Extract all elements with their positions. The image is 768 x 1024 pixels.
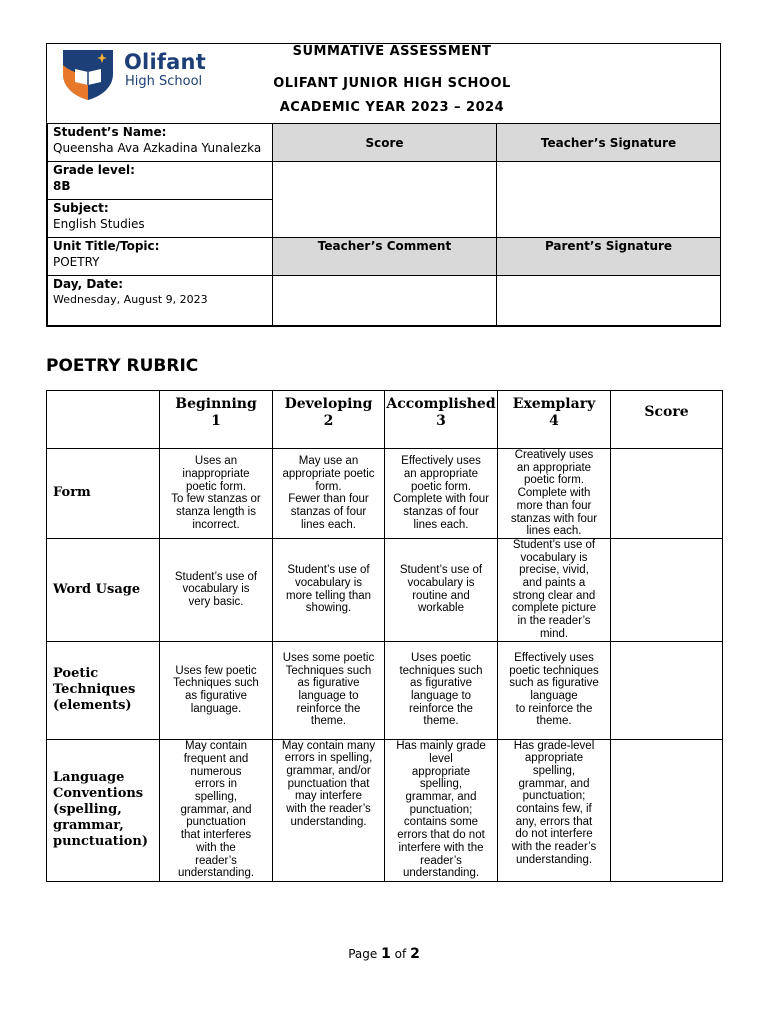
- level-header-exemplary: [498, 391, 611, 449]
- score-input-cell[interactable]: [611, 538, 723, 641]
- page-of-label: of: [394, 947, 407, 961]
- rubric-row-poetic-techniques: [47, 641, 723, 739]
- rubric-row-form: [47, 449, 723, 539]
- score-input-cell[interactable]: [611, 739, 723, 881]
- teacher-comment-header: Teacher’s Comment: [273, 238, 497, 276]
- rubric-row-word-usage: [47, 538, 723, 641]
- rubric-cell: Effectively uses an appropriate poetic form. Complete with four stanzas of four lines each.: [385, 449, 498, 539]
- level-header-developing: [273, 391, 385, 449]
- rubric-cell: Effectively uses poetic techniques such as figurative language to reinforce the theme.: [498, 641, 611, 739]
- rubric-cell: Creatively uses an appropriate poetic form. Complete with more than four stanzas with four lines each.: [498, 449, 611, 539]
- level-number: 2: [323, 413, 334, 429]
- level-name: Beginning: [175, 396, 257, 412]
- rubric-cell: Has grade-level appropriate spelling, grammar, and punctuation; contains few, if any, errors that do not interfere with the reader’s understanding.: [498, 739, 611, 881]
- rubric-cell: Student’s use of vocabulary is routine and workable: [385, 538, 498, 641]
- parent-signature-box[interactable]: [497, 276, 721, 326]
- logo-name: Olifant: [124, 50, 206, 74]
- criterion-label: Form: [47, 449, 160, 539]
- student-name-cell: [48, 124, 273, 162]
- criterion-label: Word Usage: [47, 538, 160, 641]
- grade-level-cell: [48, 162, 273, 200]
- subject-label: Subject:: [53, 201, 109, 215]
- level-header-accomplished: [385, 391, 498, 449]
- parent-signature-header: Parent’s Signature: [497, 238, 721, 276]
- teacher-signature-box[interactable]: [497, 162, 721, 238]
- score-box[interactable]: [273, 162, 497, 238]
- poetry-rubric-table: [46, 390, 723, 882]
- assessment-header: [46, 43, 721, 327]
- level-header-beginning: [160, 391, 273, 449]
- rubric-cell: Uses an inappropriate poetic form. To few stanzas or stanza length is incorrect.: [160, 449, 273, 539]
- shield-book-icon: [62, 47, 116, 101]
- rubric-row-language-conventions: [47, 739, 723, 881]
- level-number: 1: [211, 413, 221, 429]
- rubric-cell: Student’s use of vocabulary is more telling than showing.: [273, 538, 385, 641]
- subject-cell: [48, 200, 273, 238]
- rubric-cell: Has mainly grade level appropriate spelling, grammar, and punctuation; contains some errors that do not interfere with the reader’s understanding.: [385, 739, 498, 881]
- rubric-title: POETRY RUBRIC: [46, 356, 199, 376]
- unit-topic-label: Unit Title/Topic:: [53, 239, 160, 253]
- rubric-cell: May contain many errors in spelling, grammar, and/or punctuation that may interfere with the reader’s understanding.: [273, 739, 385, 881]
- grade-level-value: 8B: [53, 179, 71, 193]
- school-name: OLIFANT JUNIOR HIGH SCHOOL: [273, 76, 511, 91]
- unit-topic-value: POETRY: [53, 255, 100, 269]
- student-info-table: [47, 123, 721, 326]
- level-name: Developing: [284, 396, 373, 412]
- student-name-label: Student’s Name:: [53, 125, 167, 139]
- level-number: 4: [549, 413, 559, 429]
- criterion-label: Language Conventions (spelling, grammar, punctuation): [47, 739, 160, 881]
- level-name: Exemplary: [512, 396, 596, 412]
- rubric-cell: Student’s use of vocabulary is precise, vivid, and paints a strong clear and complete picture in the reader’s mind.: [498, 538, 611, 641]
- page-number: 1: [381, 946, 391, 962]
- rubric-cell: Student’s use of vocabulary is very basic.: [160, 538, 273, 641]
- score-header: Score: [273, 124, 497, 162]
- page-label: Page: [348, 947, 378, 961]
- student-name-value: Queensha Ava Azkadina Yunalezka: [53, 141, 262, 155]
- page-total: 2: [410, 946, 420, 962]
- score-input-cell[interactable]: [611, 641, 723, 739]
- score-column-header: Score: [611, 391, 723, 449]
- teacher-comment-box[interactable]: [273, 276, 497, 326]
- score-input-cell[interactable]: [611, 449, 723, 539]
- rubric-cell: May use an appropriate poetic form. Fewer than four stanzas of four lines each.: [273, 449, 385, 539]
- criterion-label: Poetic Techniques (elements): [47, 641, 160, 739]
- day-date-value: Wednesday, August 9, 2023: [53, 293, 208, 306]
- day-date-cell: [48, 276, 273, 326]
- academic-year: ACADEMIC YEAR 2023 – 2024: [279, 100, 505, 115]
- level-name: Accomplished: [386, 396, 496, 412]
- rubric-cell: Uses few poetic Techniques such as figurative language.: [160, 641, 273, 739]
- grade-level-label: Grade level:: [53, 163, 135, 177]
- day-date-label: Day, Date:: [53, 277, 124, 291]
- rubric-cell: Uses some poetic Techniques such as figurative language to reinforce the theme.: [273, 641, 385, 739]
- teacher-signature-header: Teacher’s Signature: [497, 124, 721, 162]
- unit-topic-cell: [48, 238, 273, 276]
- rubric-cell: Uses poetic techniques such as figurative language to reinforce the theme.: [385, 641, 498, 739]
- logo-subtitle: High School: [125, 74, 203, 89]
- page-footer: [0, 946, 768, 962]
- level-number: 3: [436, 413, 446, 429]
- criteria-header: [47, 391, 160, 449]
- rubric-cell: May contain frequent and numerous errors in spelling, grammar, and punctuation that interferes with the reader’s understanding.: [160, 739, 273, 881]
- rubric-header-row: [47, 391, 723, 449]
- assessment-type: SUMMATIVE ASSESSMENT: [292, 44, 492, 59]
- subject-value: English Studies: [53, 217, 145, 231]
